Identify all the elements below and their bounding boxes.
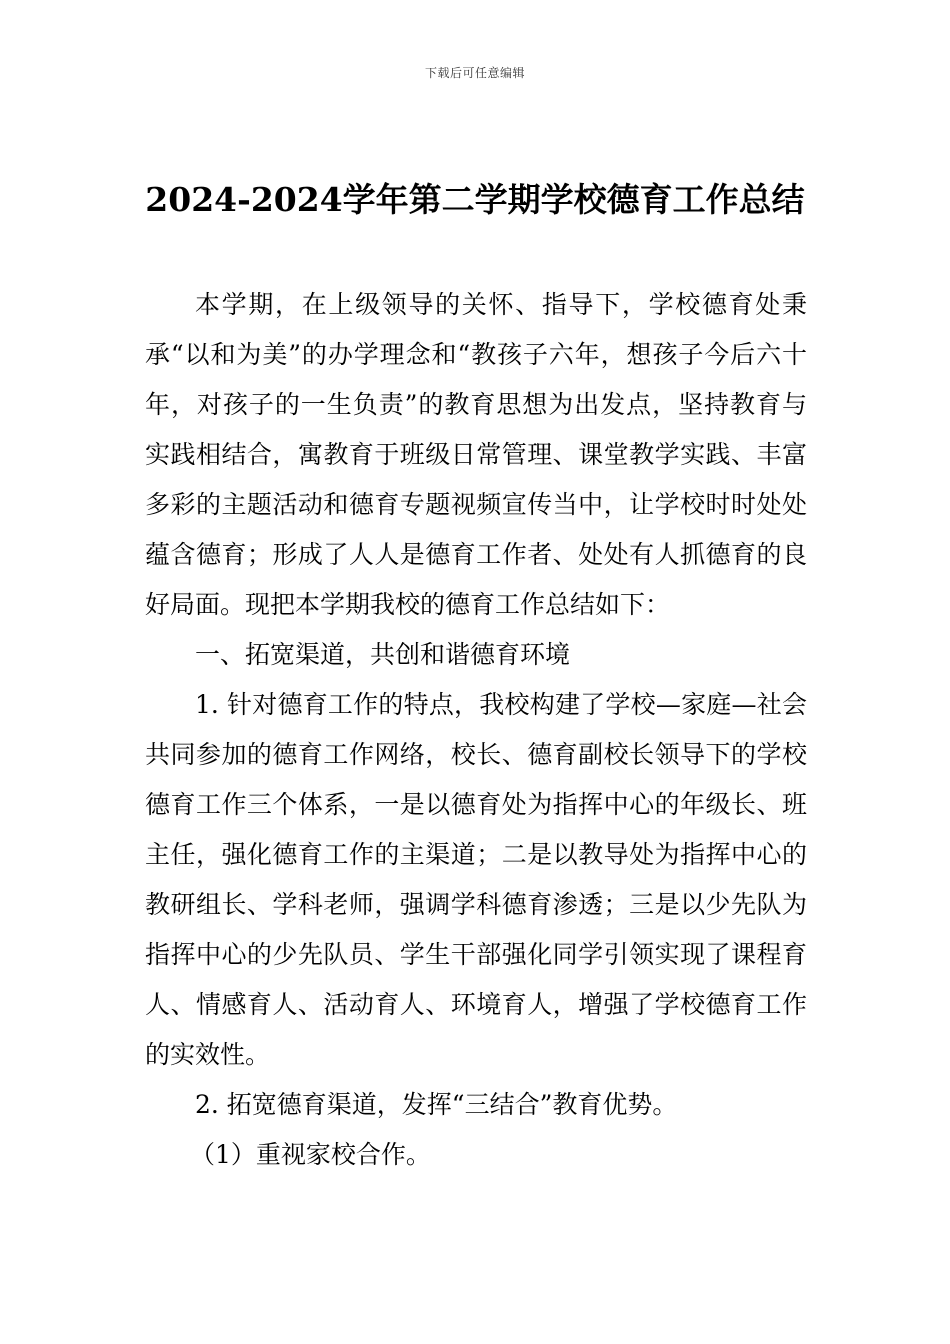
paragraph-subitem-1: （1）重视家校合作。: [190, 1140, 431, 1169]
document-body: [145, 280, 807, 1180]
paragraph-item-1: 1. 针对德育工作的特点，我校构建了学校—家庭—社会共同参加的德育工作网络，校长、德育副校长领导下的学校德育工作三个体系，一是以德育处为指挥中心的年级长、班主任，强化德育工作的主渠道；二是以教导处为指挥中心的教研组长、学科老师，强调学科德育渗透；三是以少先队为指挥中心的少先队员、学生干部强化同学引领实现了课程育人、情感育人、活动育人、环境育人，增强了学校德育工作的实效性。: [145, 690, 807, 1069]
document-title: 2024-2024学年第二学期学校德育工作总结: [145, 180, 805, 219]
paragraph-intro: 本学期，在上级领导的关怀、指导下，学校德育处秉承“以和为美”的办学理念和“教孩子六年，想孩子今后六十年，对孩子的一生负责”的教育思想为出发点，坚持教育与实践相结合，寓教育于班级日常管理、课堂教学实践、丰富多彩的主题活动和德育专题视频宣传当中，让学校时时处处蕴含德育；形成了人人是德育工作者、处处有人抓德育的良好局面。现把本学期我校的德育工作总结如下：: [145, 290, 807, 619]
paragraph-item-2: 2. 拓宽德育渠道，发挥“三结合”教育优势。: [195, 1090, 678, 1119]
header-note: 下载后可任意编辑: [424, 66, 525, 80]
section-heading: 一、拓宽渠道，共创和谐德育环境: [195, 640, 571, 669]
